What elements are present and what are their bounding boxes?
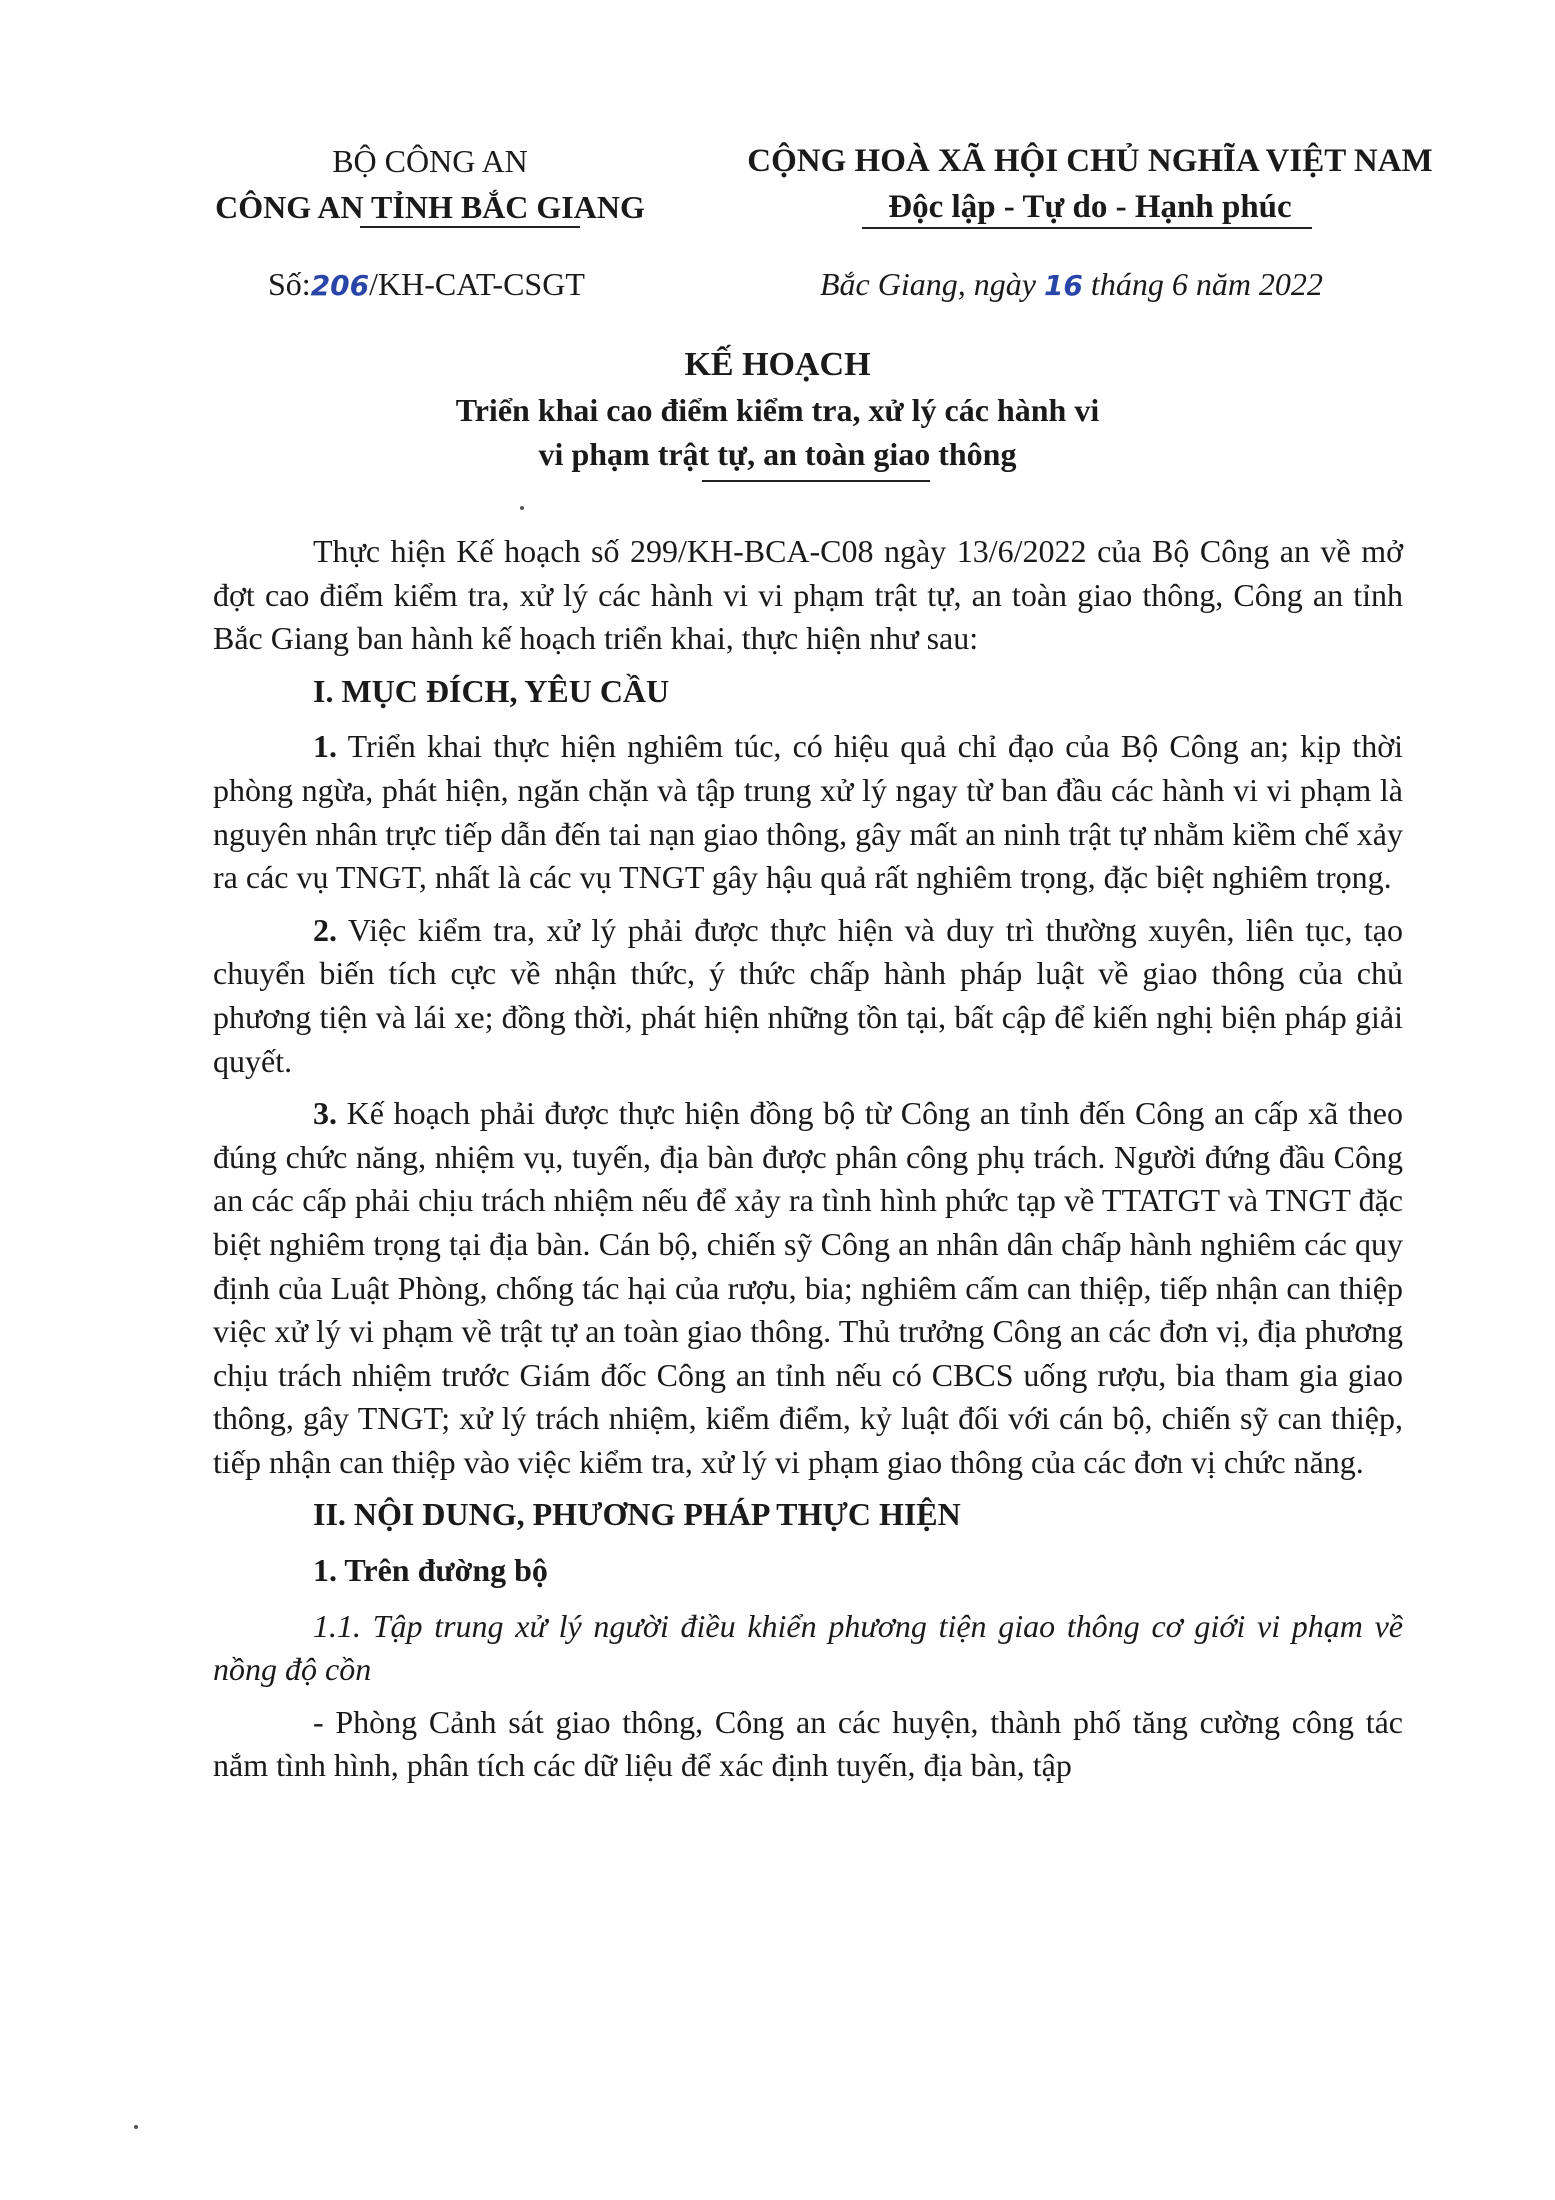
paragraph-item-3 [213, 1092, 1403, 1484]
handwritten-day: 16 [1043, 269, 1083, 302]
document-number [268, 266, 585, 303]
document-date [820, 266, 1323, 303]
scan-speck [520, 506, 524, 510]
document-number-suffix: /KH-CAT-CSGT [369, 266, 585, 302]
item-2-text: Việc kiểm tra, xử lý phải được thực hiện và duy trì thường xuyên, liên tục, tạo chuyển biến tích cực về nhận thức, ý thức chấp hành pháp luật về giao thông của chủ phương tiện và lái xe; đồng thời, phát hiện những tồn tại, bất cập để kiến nghị biện pháp giải quyết. [213, 911, 1403, 1079]
agency-underline [360, 226, 580, 228]
title-underline [702, 480, 930, 482]
subsection-1-heading: 1. Trên đường bộ [313, 1552, 548, 1589]
intro-paragraph: Thực hiện Kế hoạch số 299/KH-BCA-C08 ngày 13/6/2022 của Bộ Công an về mở đợt cao điểm kiểm tra, xử lý các hành vi vi phạm trật tự, an toàn giao thông, Công an tỉnh Bắc Giang ban hành kế hoạch triển khai, thực hiện như sau: [213, 533, 1403, 657]
agency-name: CÔNG AN TỈNH BẮC GIANG [215, 189, 645, 225]
paragraph-item-2 [213, 909, 1403, 1083]
title-line-1: Triển khai cao điểm kiểm tra, xử lý các hành vi [455, 392, 1100, 428]
title-main: KẾ HOẠCH [684, 346, 871, 383]
issuing-agency [175, 138, 685, 230]
motto-underline [862, 227, 1312, 229]
document-title [270, 342, 1285, 476]
motto: Độc lập - Tự do - Hạnh phúc [888, 189, 1292, 225]
document-date-prefix: Bắc Giang, ngày [820, 266, 1036, 302]
item-3-number: 3. [313, 1095, 337, 1132]
item-1-number: 1. [313, 728, 337, 765]
section-1-heading: I. MỤC ĐÍCH, YÊU CẦU [313, 672, 670, 709]
ministry-name: BỘ CÔNG AN [332, 143, 528, 179]
item-3-text: Kế hoạch phải được thực hiện đồng bộ từ Công an tỉnh đến Công an cấp xã theo đúng chức năng, nhiệm vụ, tuyến, địa bàn được phân công phụ trách. Người đứng đầu Công an các cấp phải chịu trách nhiệm nếu để xảy ra tình hình phức tạp về TTATGT và TNGT đặc biệt nghiêm trọng tại địa bàn. Cán bộ, chiến sỹ Công an nhân dân chấp hành nghiêm các quy định của Luật Phòng, chống tác hại của rượu, bia; nghiêm cấm can thiệp, tiếp nhận can thiệp việc xử lý vi phạm về trật tự an toàn giao thông. Thủ trưởng Công an các đơn vị, địa phương chịu trách nhiệm trước Giám đốc Công an tỉnh nếu có CBCS uống rượu, bia tham gia giao thông, gây TNGT; xử lý trách nhiệm, kiểm điểm, kỷ luật đối với cán bộ, chiến sỹ can thiệp, tiếp nhận can thiệp vào việc kiểm tra, xử lý vi phạm giao thông của các đơn vị chức năng. [213, 1095, 1403, 1480]
national-motto [720, 138, 1460, 230]
subsection-1-1-heading: 1.1. Tập trung xử lý người điều khiển phương tiện giao thông cơ giới vi phạm về nồng độ cồn [213, 1607, 1403, 1688]
section-2-heading: II. NỘI DUNG, PHƯƠNG PHÁP THỰC HIỆN [313, 1496, 961, 1533]
item-2-number: 2. [313, 911, 337, 948]
country-name: CỘNG HOÀ XÃ HỘI CHỦ NGHĨA VIỆT NAM [747, 143, 1433, 179]
document-number-prefix: Số: [268, 266, 311, 302]
paragraph-item-1 [213, 725, 1403, 899]
item-1-text: Triển khai thực hiện nghiêm túc, có hiệu quả chỉ đạo của Bộ Công an; kịp thời phòng ngừa, phát hiện, ngăn chặn và tập trung xử lý ngay từ ban đầu các hành vi vi phạm là nguyên nhân trực tiếp dẫn đến tai nạn giao thông, gây mất an ninh trật tự nhằm kiềm chế xảy ra các vụ TNGT, nhất là các vụ TNGT gây hậu quả rất nghiêm trọng, đặc biệt nghiêm trọng. [213, 728, 1403, 896]
title-line-2: vi phạm trật tự, an toàn giao thông [538, 436, 1017, 472]
scan-speck [134, 2125, 138, 2129]
handwritten-number: 206 [310, 269, 370, 302]
paragraph-last: - Phòng Cảnh sát giao thông, Công an các huyện, thành phố tăng cường công tác nắm tình hình, phân tích các dữ liệu để xác định tuyến, địa bàn, tập [213, 1703, 1403, 1784]
document-body [213, 530, 1403, 1797]
document-date-suffix: tháng 6 năm 2022 [1090, 266, 1323, 302]
